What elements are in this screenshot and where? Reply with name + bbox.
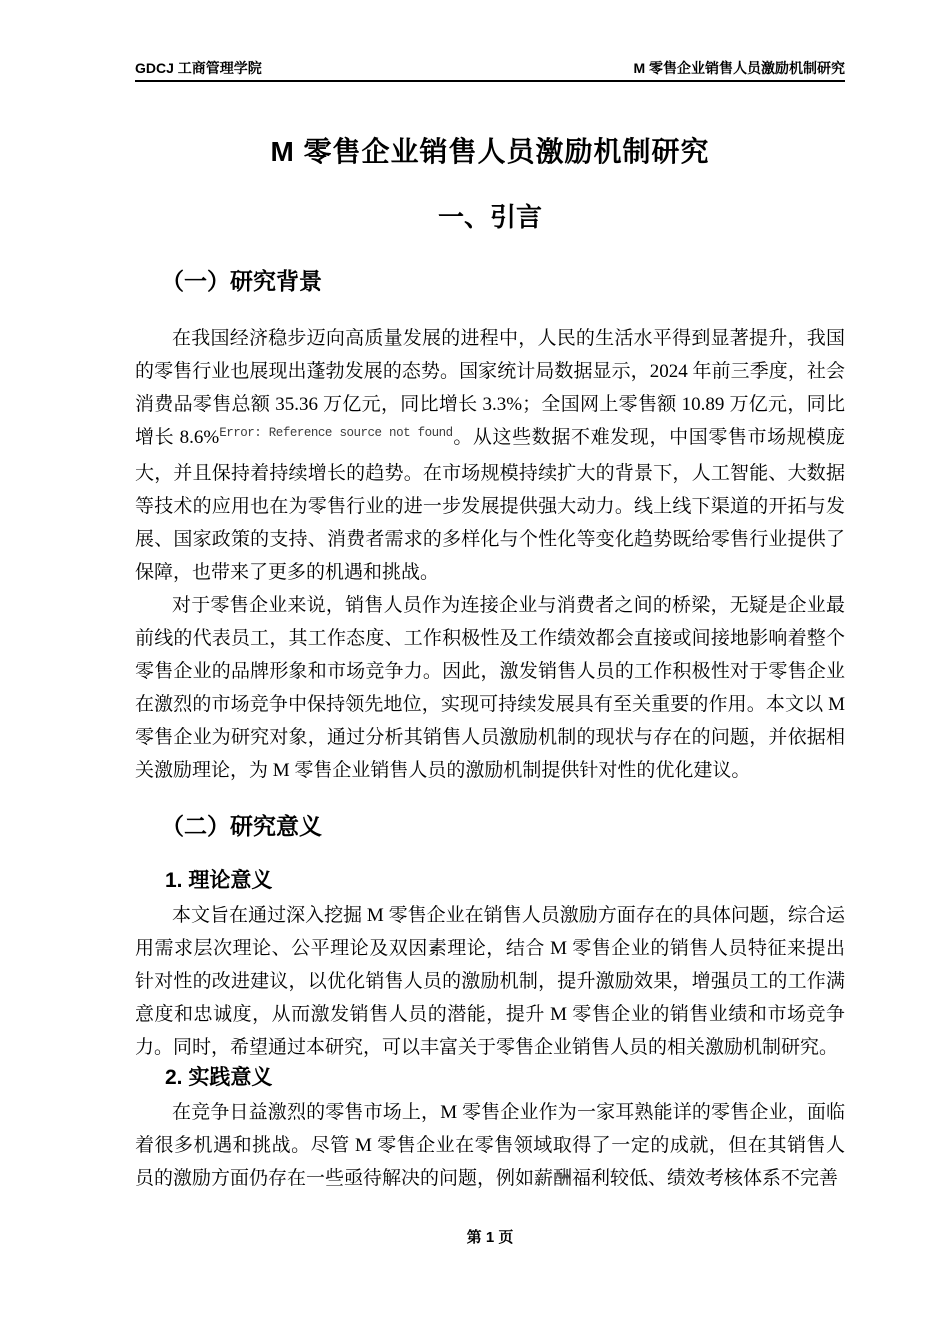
header-school-name: GDCJ 工商管理学院 <box>135 60 262 76</box>
subheading-theoretical-significance: 1. 理论意义 <box>165 869 273 892</box>
research-background-paragraph-2: 对于零售企业来说，销售人员作为连接企业与消费者之间的桥梁，无疑是企业最前线的代表员工，其工作态度、工作积极性及工作绩效都会直接或间接地影响着整个零售企业的品牌形象和市场竞争力。因此，激发销售人员的工作积极性对于零售企业在激烈的市场竞争中保持领先地位，实现可持续发展具有至关重要的作用。本文以 M 零售企业为研究对象，通过分析其销售人员激励机制的现状与存在的问题，并依据相关激励理论，为 M 零售企业销售人员的激励机制提供针对性的优化建议。 <box>135 595 845 781</box>
page-header <box>135 60 845 82</box>
research-background-paragraph-1 <box>135 322 845 589</box>
practical-significance-paragraph: 在竞争日益激烈的零售市场上，M 零售企业作为一家耳熟能详的零售企业，面临着很多机遇和挑战。尽管 M 零售企业在零售领域取得了一定的成就，但在其销售人员的激励方面仍存在一些亟待解决的问题，例如薪酬福利较低、绩效考核体系不完善 <box>135 1102 845 1189</box>
page-footer <box>135 1226 845 1247</box>
subheading-practical-significance: 2. 实践意义 <box>165 1066 273 1089</box>
header-doc-title: M 零售企业销售人员激励机制研究 <box>633 60 845 76</box>
paragraph-text-after-reference: 。从这些数据不难发现，中国零售市场规模庞大，并且保持着持续增长的趋势。在市场规模持续扩大的背景下，人工智能、大数据等技术的应用也在为零售行业的进一步发展提供强大动力。线上线下渠道的开拓与发展、国家政策的支持、消费者需求的多样化与个性化等变化趋势既给零售行业提供了保障，也带来了更多的机遇和挑战。 <box>135 427 846 583</box>
section-heading-research-significance: （二）研究意义 <box>161 813 322 839</box>
theoretical-significance-paragraph: 本文旨在通过深入挖掘 M 零售企业在销售人员激励方面存在的具体问题，综合运用需求层次理论、公平理论及双因素理论，结合 M 零售企业的销售人员特征来提出针对性的改进建议，以优化销售人员的激励机制，提升激励效果，增强员工的工作满意度和忠诚度，从而激发销售人员的潜能，提升 M 零售企业的销售业绩和市场竞争力。同时，希望通过本研究，可以丰富关于零售企业销售人员的相关激励机制研究。 <box>135 905 845 1058</box>
reference-error-superscript: Error: Reference source not found <box>219 426 453 440</box>
chapter-heading-introduction: 一、引言 <box>437 202 542 232</box>
document-title: M 零售企业销售人员激励机制研究 <box>270 136 710 167</box>
section-heading-research-background: （一）研究背景 <box>161 268 322 294</box>
page-number: 第 1 页 <box>466 1229 514 1246</box>
paragraph-text-before-reference: 在我国经济稳步迈向高质量发展的进程中，人民的生活水平得到显著提升，我国的零售行业也展现出蓬勃发展的态势。国家统计局数据显示，2024 年前三季度，社会消费品零售总额 35.36 万亿元，同比增长 3.3%；全国网上零售额 10.89 万亿元，同比增长 8.6% <box>135 328 845 448</box>
